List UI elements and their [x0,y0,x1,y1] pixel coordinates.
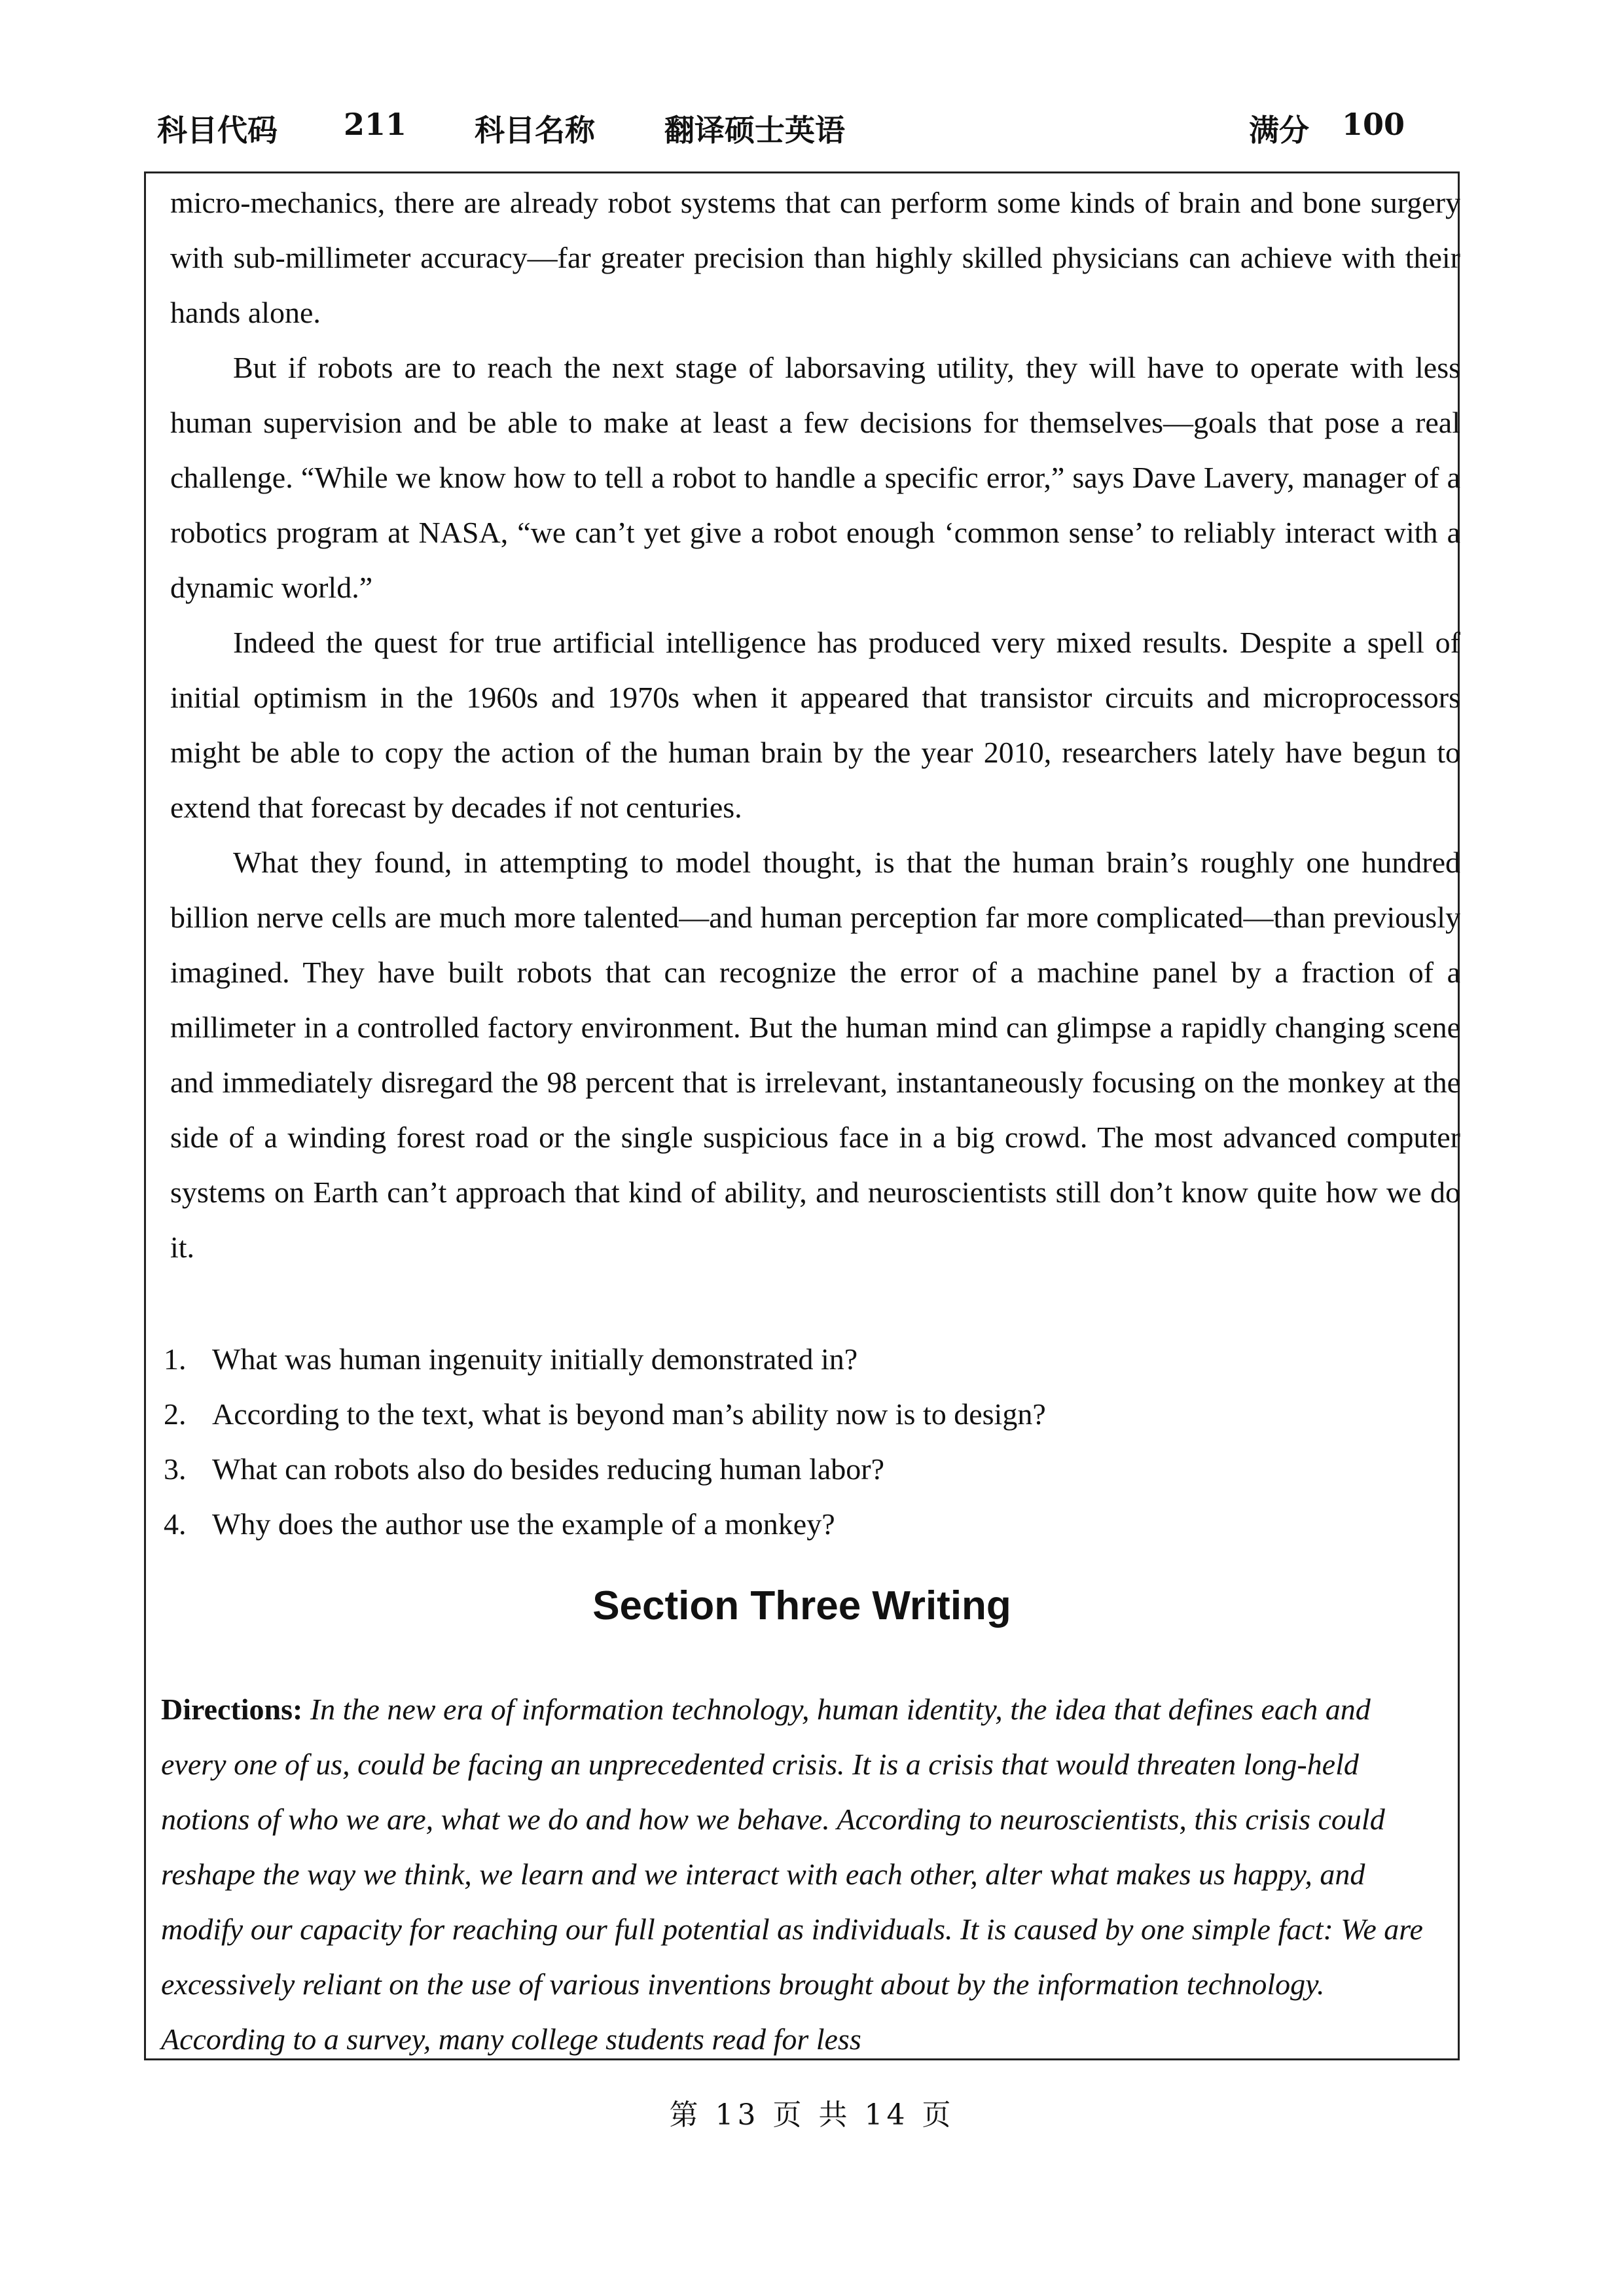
full-score-label: 满分 [1249,113,1309,148]
question-item [164,1332,1046,1387]
page-footer [0,2091,1624,2133]
writing-directions [161,1682,1428,2067]
question-number: 4. [164,1507,187,1541]
question-text: What was human ingenuity initially demonstrated in? [212,1342,858,1376]
subject-name-label: 科目名称 [475,113,595,148]
passage-paragraph: micro-mechanics, there are already robot systems that can perform some kinds of brain and bone surgery with sub-millimeter accuracy—far greater precision than highly skilled physicians can achieve with their hands alone. [170,186,1460,329]
question-number: 2. [164,1397,187,1431]
reading-passage [170,175,1460,1275]
footer-suffix: 页 [922,2098,955,2132]
question-number: 3. [164,1452,187,1486]
subject-name-value: 翻译硕士英语 [664,113,845,148]
question-list [164,1332,1046,1552]
question-number: 1. [164,1342,187,1376]
footer-prefix: 第 [669,2098,702,2132]
passage-paragraph: Indeed the quest for true artificial intelligence has produced very mixed results. Despite a spell of initial optimism in the 1960s and 1970s when it appeared that transistor circuits and microprocessors might be able to copy the action of the human brain by the year 2010, researchers lately have begun to extend that forecast by decades if not centuries. [170,626,1460,824]
total-page-number: 14 [864,2098,909,2132]
section-title: Section Three Writing [592,1583,1011,1628]
question-item [164,1387,1046,1442]
question-item [164,1442,1046,1497]
question-text: What can robots also do besides reducing human labor? [212,1452,885,1486]
full-score-value: 100 [1342,107,1405,142]
question-text: Why does the author use the example of a monkey? [212,1507,835,1541]
question-text: According to the text, what is beyond man’s ability now is to design? [212,1397,1046,1431]
passage-paragraph: But if robots are to reach the next stage of laborsaving utility, they will have to operate with less human supervision and be able to make at least a few decisions for themselves—goals that pose a real challenge. “While we know how to tell a robot to handle a specific error,” says Dave Lavery, manager of a robotics program at NASA, “we can’t yet give a robot enough ‘common sense’ to reliably interact with a dynamic world.” [170,351,1460,604]
subject-code-label: 科目代码 [157,113,278,148]
question-item [164,1497,1046,1552]
passage-paragraph: What they found, in attempting to model thought, is that the human brain’s roughly one hundred billion nerve cells are much more talented—and human perception far more complicated—than previously imagined. They have built robots that can recognize the error of a machine panel by a fraction of a millimeter in a controlled factory environment. But the human mind can glimpse a rapidly changing scene and immediately disregard the 98 percent that is irrelevant, instantaneously focusing on the monkey at the side of a winding forest road or the single suspicious face in a big crowd. The most advanced computer systems on Earth can’t approach that kind of ability, and neuroscientists still don’t know quite how we do it. [170,846,1460,1264]
exam-header [157,101,1411,154]
directions-text: In the new era of information technology, human identity, the idea that defines each and every one of us, could be facing an unprecedented crisis. It is a crisis that would threaten long-held notions of who we are, what we do and how we behave. According to neuroscientists, this crisis could reshape the way we think, we learn and we interact with each other, alter what makes us happy, and modify our capacity for reaching our full potential as individuals. It is caused by one simple fact: We are excessively reliant on the use of various inventions brought about by the information technology. According to a survey, many college students read for less [161,1693,1423,2056]
current-page-number: 13 [715,2098,760,2132]
footer-middle: 页 共 [772,2098,852,2132]
directions-label: Directions: [161,1693,303,1726]
subject-code-value: 211 [344,107,407,142]
